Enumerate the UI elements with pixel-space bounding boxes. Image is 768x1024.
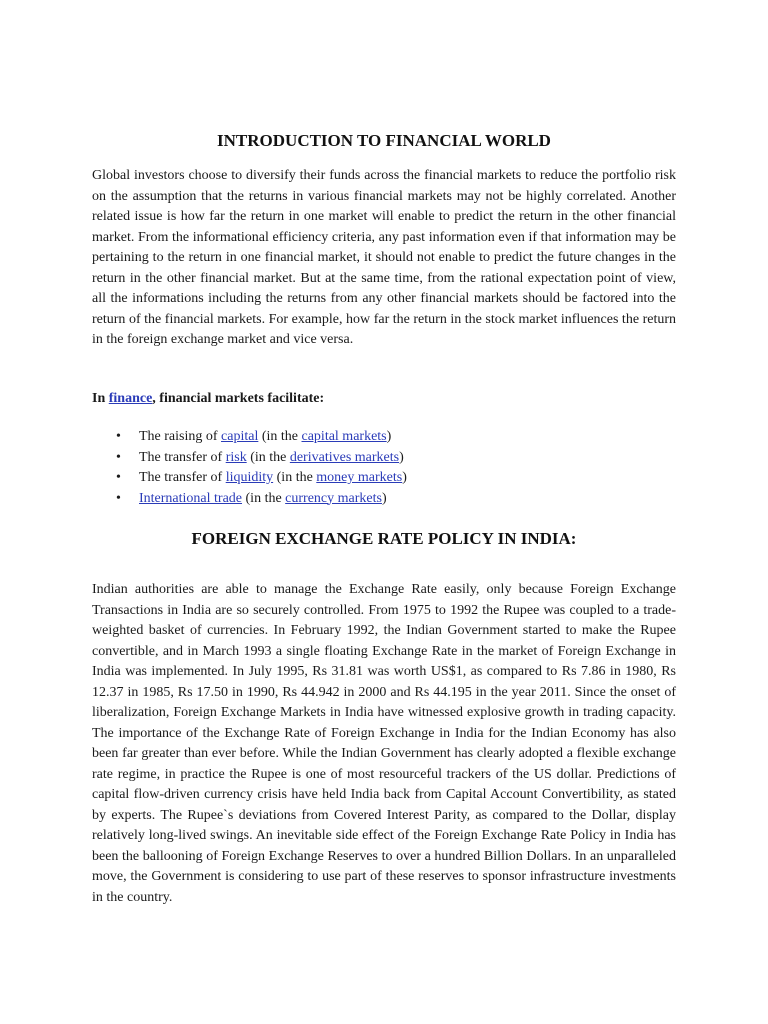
- list-item-post: ): [386, 429, 392, 444]
- money-markets-link[interactable]: money markets: [316, 470, 403, 485]
- liquidity-link[interactable]: liquidity: [225, 470, 274, 485]
- list-item: [92, 489, 676, 510]
- lead-suffix: , financial markets facilitate:: [152, 391, 325, 406]
- finance-link[interactable]: finance: [108, 391, 153, 406]
- list-item-mid: (in the: [242, 490, 286, 506]
- intro-paragraph: Global investors choose to diversify their funds across the financial markets to reduce the portfolio risk on the assumption that the returns in various financial markets may not be highly correlated. Another related issue is how far the return in one market will enable to predict the return in the other financial market. From the informational efficiency criteria, any past information even if that information may be pertaining to the return in one financial market, it should not enable to predict the future changes in the return in the other financial market. But at the same time, from the rational expectation point of view, all the informations including the returns from any other financial markets should be factored into the return of the financial markets. For example, how far the return in the stock market influences the return in the foreign exchange market and vice versa.: [92, 168, 676, 347]
- list-item-post: ): [381, 490, 387, 506]
- forex-policy-paragraph: Indian authorities are able to manage the Exchange Rate easily, only because Foreign Exchange Transactions in India are so securely controlled. From 1975 to 1992 the Rupee was coupled to a trade-weighted basket of currencies. In February 1992, the Indian Government started to make the Rupee convertible, and in March 1993 a single floating Exchange Rate in the market of Foreign Exchange in India was implemented. In July 1995, Rs 31.81 was worth US$1, as compared to Rs 7.86 in 1980, Rs 12.37 in 1985, Rs 17.50 in 1990, Rs 44.942 in 2000 and Rs 44.195 in the year 2011. Since the onset of liberalization, Foreign Exchange Markets in India have witnessed explosive growth in trading capacity. The importance of the Exchange Rate of Foreign Exchange in India for the Indian Economy has also been far greater than ever before. While the Indian Government has clearly adopted a flexible exchange rate regime, in practice the Rupee is one of most resourceful trackers of the US dollar. Predictions of capital flow-driven currency crisis have held India back from Capital Account Convertibility, as stated by experts. The Rupee`s deviations from Covered Interest Parity, as compared to the Dollar, display relatively long-lived swings. An inevitable side effect of the Foreign Exchange Rate Policy in India has been the ballooning of Foreign Exchange Reserves to over a hundred Billion Dollars. In an unparalleled move, the Government is considering to use part of these reserves to sponsor infrastructure investments in the country.: [92, 582, 676, 905]
- lead-prefix: In: [92, 391, 109, 406]
- section-title-forex-policy: FOREIGN EXCHANGE RATE POLICY IN INDIA:: [191, 529, 577, 548]
- capital-link[interactable]: capital: [221, 429, 259, 444]
- bullet-icon: •: [116, 429, 121, 444]
- list-item-mid: (in the: [273, 470, 317, 485]
- risk-link[interactable]: risk: [225, 449, 247, 465]
- list-item-pre: The transfer of: [139, 470, 226, 485]
- currency-markets-link[interactable]: currency markets: [285, 490, 382, 506]
- list-item-pre: The raising of: [139, 429, 222, 444]
- facilitate-list: [92, 427, 676, 509]
- list-item-mid: (in the: [258, 429, 302, 444]
- list-item: [92, 427, 676, 448]
- list-item-post: ): [399, 449, 404, 465]
- list-item-post: ): [402, 470, 407, 485]
- list-item: [92, 448, 676, 469]
- international-trade-link[interactable]: International trade: [139, 490, 243, 506]
- capital-markets-link[interactable]: capital markets: [301, 429, 387, 444]
- list-item-pre: The transfer of: [139, 449, 226, 465]
- list-item: [92, 468, 676, 489]
- list-item-mid: (in the: [246, 449, 290, 465]
- facilitate-lead: [92, 389, 676, 409]
- bullet-icon: •: [116, 490, 121, 506]
- section-title-introduction: INTRODUCTION TO FINANCIAL WORLD: [217, 131, 551, 150]
- bullet-icon: •: [116, 449, 121, 465]
- derivatives-markets-link[interactable]: derivatives markets: [289, 449, 400, 465]
- bullet-icon: •: [116, 470, 121, 485]
